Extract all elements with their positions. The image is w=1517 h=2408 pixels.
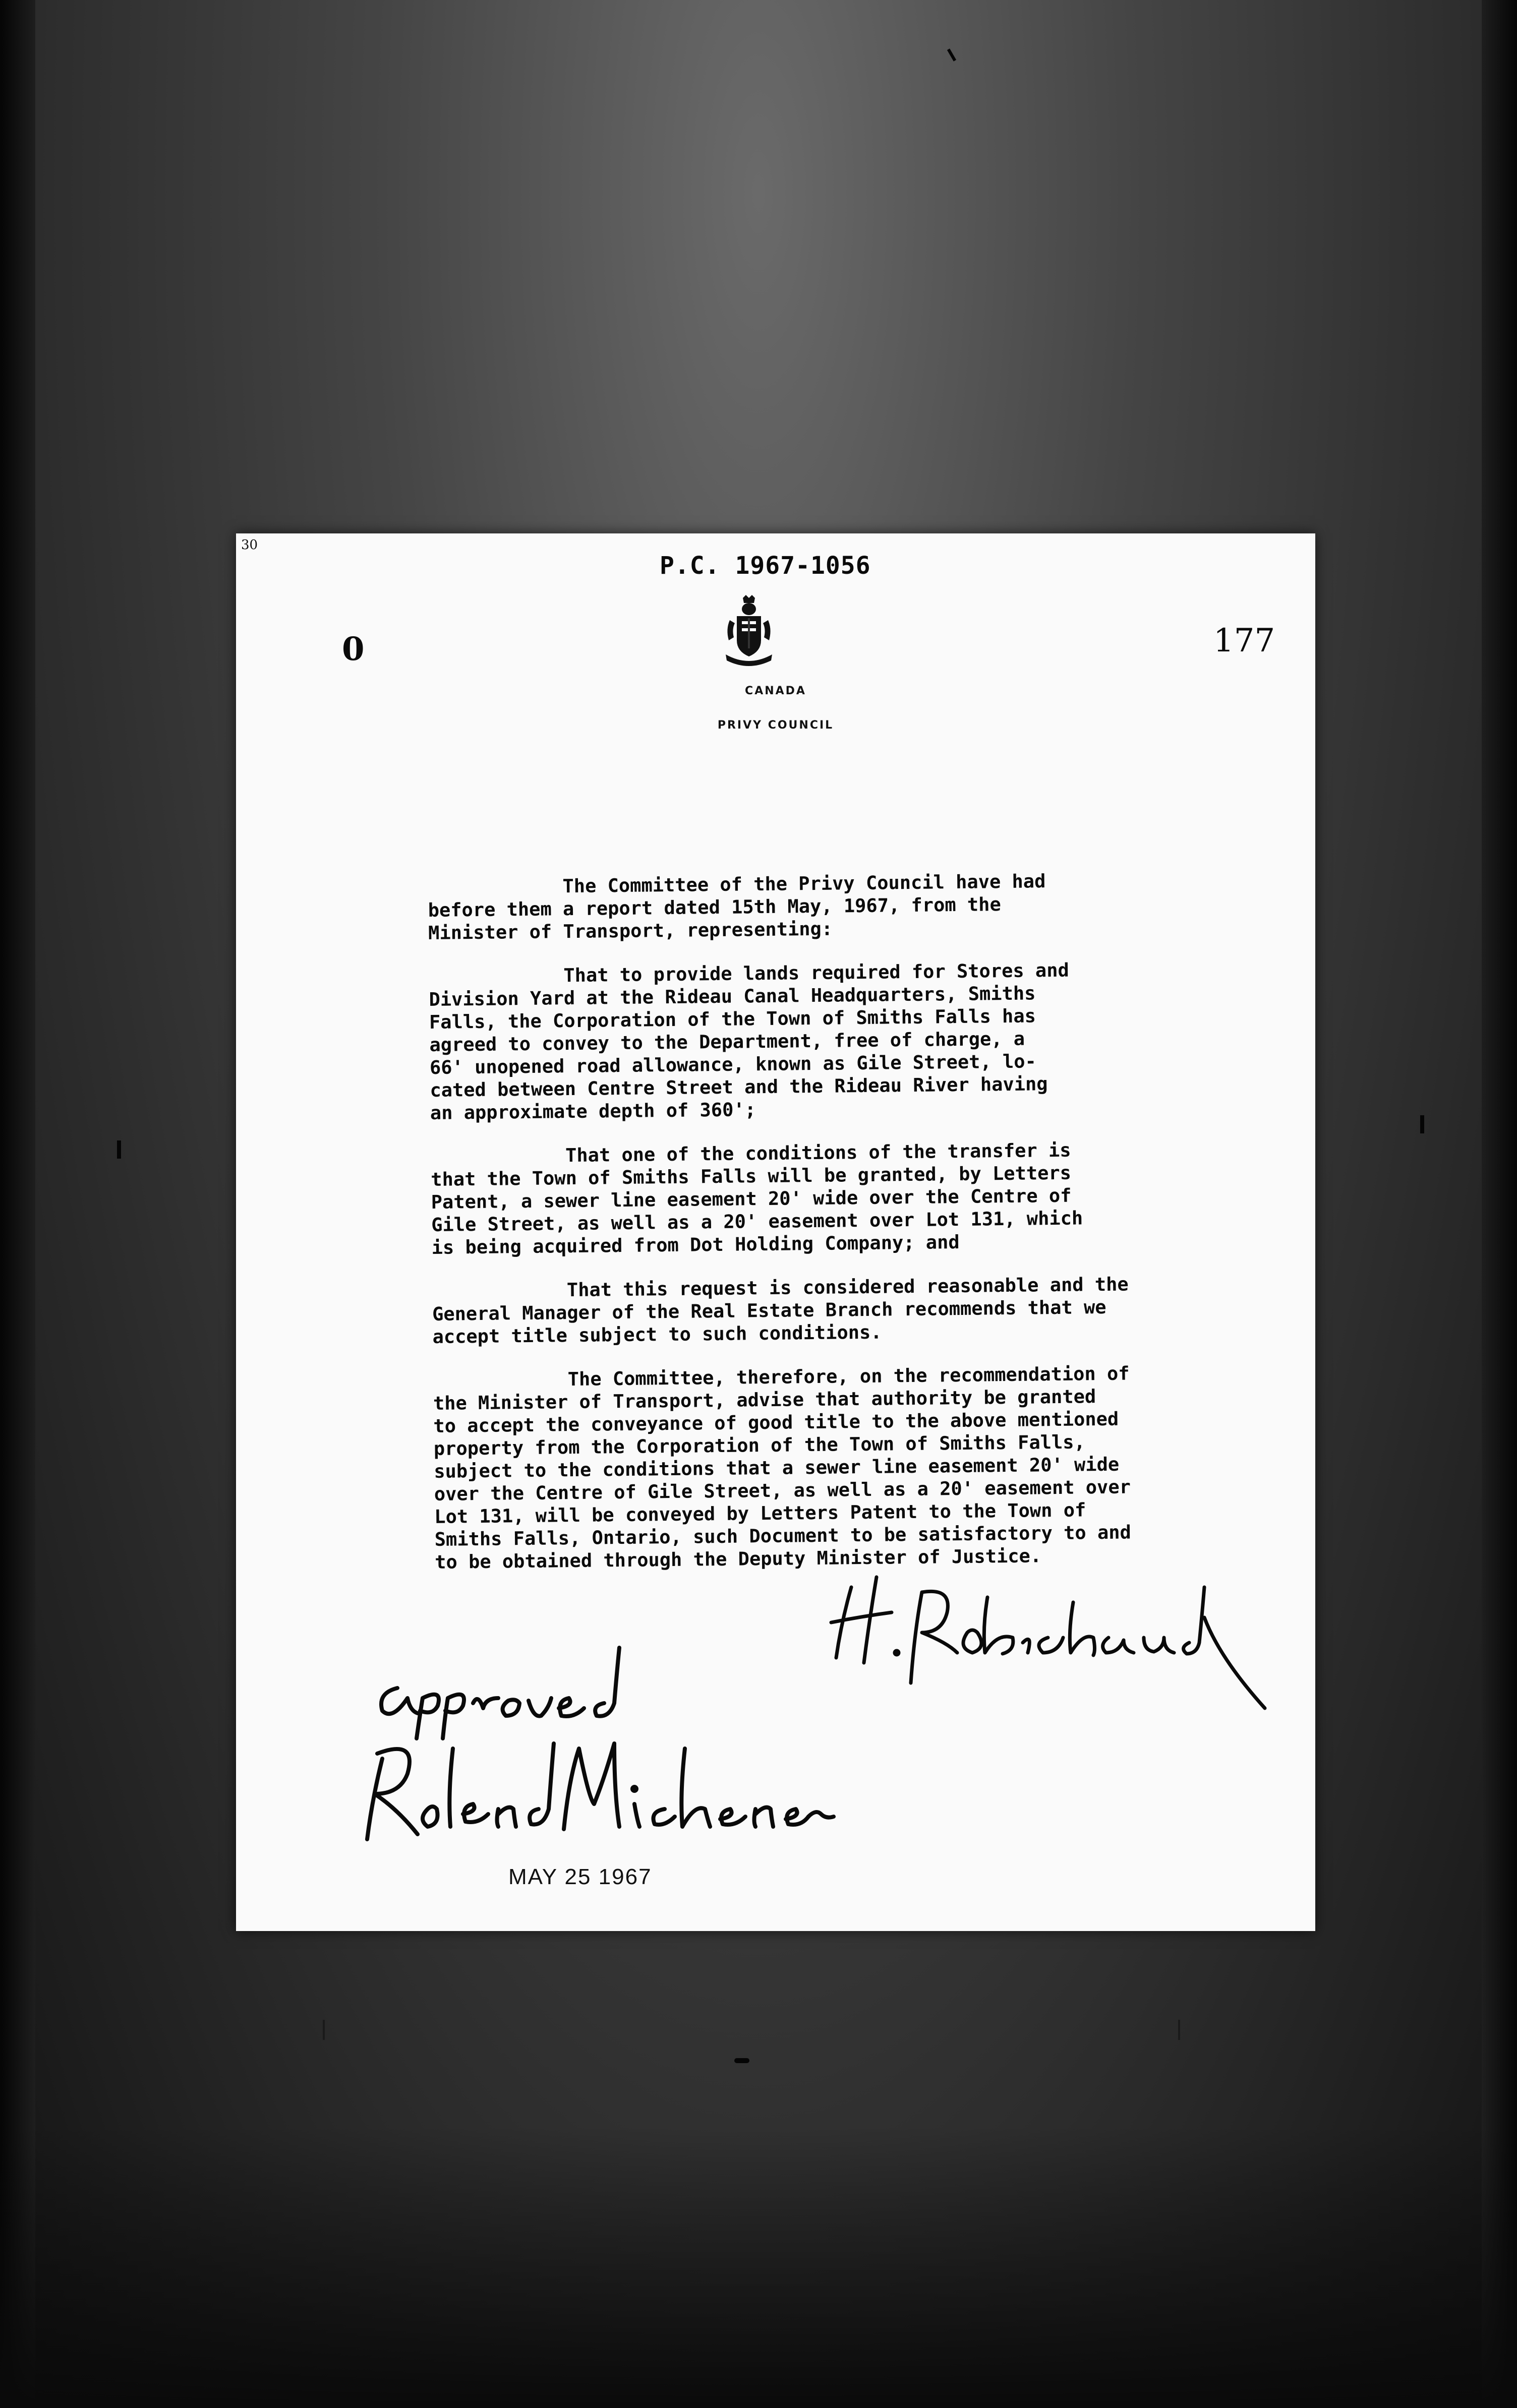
text-line: The Committee, therefore, on the recommendation of (433, 1362, 1130, 1392)
text-line: The Committee of the Privy Council have had (428, 870, 1046, 898)
text-line: General Manager of the Real Estate Branch recommends that we (432, 1296, 1106, 1325)
text-line: cated between Centre Street and the Rideau River having (430, 1073, 1048, 1101)
text-line: 66' unopened road allowance, known as Gile Street, lo- (429, 1050, 1037, 1078)
approval-date-stamp: MAY 25 1967 (508, 1864, 652, 1889)
text-line: property from the Corporation of the Town of Smiths Falls, (433, 1431, 1086, 1460)
document-body (428, 867, 1303, 1595)
film-scratch-mark (1420, 1115, 1424, 1133)
text-line: the Minister of Transport, advise that authority be granted (433, 1386, 1096, 1414)
governor-general-signature (352, 1718, 836, 1854)
text-line: agreed to convey to the Department, free of charge, a (429, 1028, 1025, 1056)
film-bottom-shadow (0, 2126, 1517, 2408)
text-line: Division Yard at the Rideau Canal Headquarters, Smiths (429, 982, 1036, 1010)
paragraph (429, 956, 1298, 1124)
page-number: 177 (1213, 622, 1275, 659)
text-line: That one of the conditions of the transfer is (430, 1139, 1071, 1168)
coat-of-arms-crest-icon (719, 594, 779, 670)
paragraph (433, 1360, 1302, 1574)
film-scratch-mark (117, 1140, 121, 1159)
text-line: to accept the conveyance of good title to the above mentioned (433, 1408, 1119, 1437)
film-scratch-mark (1178, 2020, 1180, 2040)
text-line: that the Town of Smiths Falls will be granted, by Letters (431, 1162, 1072, 1190)
text-line: Minister of Transport, representing: (428, 918, 833, 944)
text-line: an approximate depth of 360'; (430, 1099, 756, 1124)
country-label: CANADA (745, 685, 806, 697)
order-in-council-number: P.C. 1967-1056 (660, 552, 871, 580)
minister-signature (821, 1557, 1275, 1718)
film-scratch-mark (323, 2020, 325, 2040)
text-line: is being acquired from Dot Holding Company; and (431, 1231, 960, 1258)
text-line: Smiths Falls, Ontario, such Document to be satisfactory to and (434, 1521, 1132, 1550)
text-line: That this request is considered reasonable and the (432, 1273, 1129, 1302)
text-line: before them a report dated 15th May, 1967, from the (428, 893, 1001, 921)
text-line: accept title subject to such conditions. (432, 1321, 882, 1348)
text-line: subject to the conditions that a sewer line easement 20' wide (434, 1453, 1120, 1482)
text-line: Falls, the Corporation of the Town of Smiths Falls has (429, 1005, 1036, 1033)
text-line: Gile Street, as well as a 20' easement over Lot 131, which (431, 1207, 1083, 1236)
paragraph (431, 1136, 1299, 1259)
film-edge-left (0, 0, 35, 2408)
corner-annotation: 30 (241, 537, 258, 553)
paragraph (432, 1271, 1300, 1348)
privy-council-document (236, 533, 1315, 1931)
text-line: to be obtained through the Deputy Minister of Justice. (435, 1545, 1042, 1573)
film-edge-right (1482, 0, 1517, 2408)
text-line: That to provide lands required for Stores and (428, 959, 1069, 988)
paragraph (428, 867, 1296, 944)
text-line: Lot 131, will be conveyed by Letters Patent to the Town of (434, 1499, 1086, 1528)
text-line: Patent, a sewer line easement 20' wide over the Centre of (431, 1184, 1072, 1213)
left-margin-digit: 0 (342, 630, 365, 668)
film-scratch-mark (734, 2058, 749, 2063)
council-label: PRIVY COUNCIL (717, 719, 834, 732)
text-line: over the Centre of Gile Street, as well as a 20' easement over (434, 1476, 1131, 1505)
